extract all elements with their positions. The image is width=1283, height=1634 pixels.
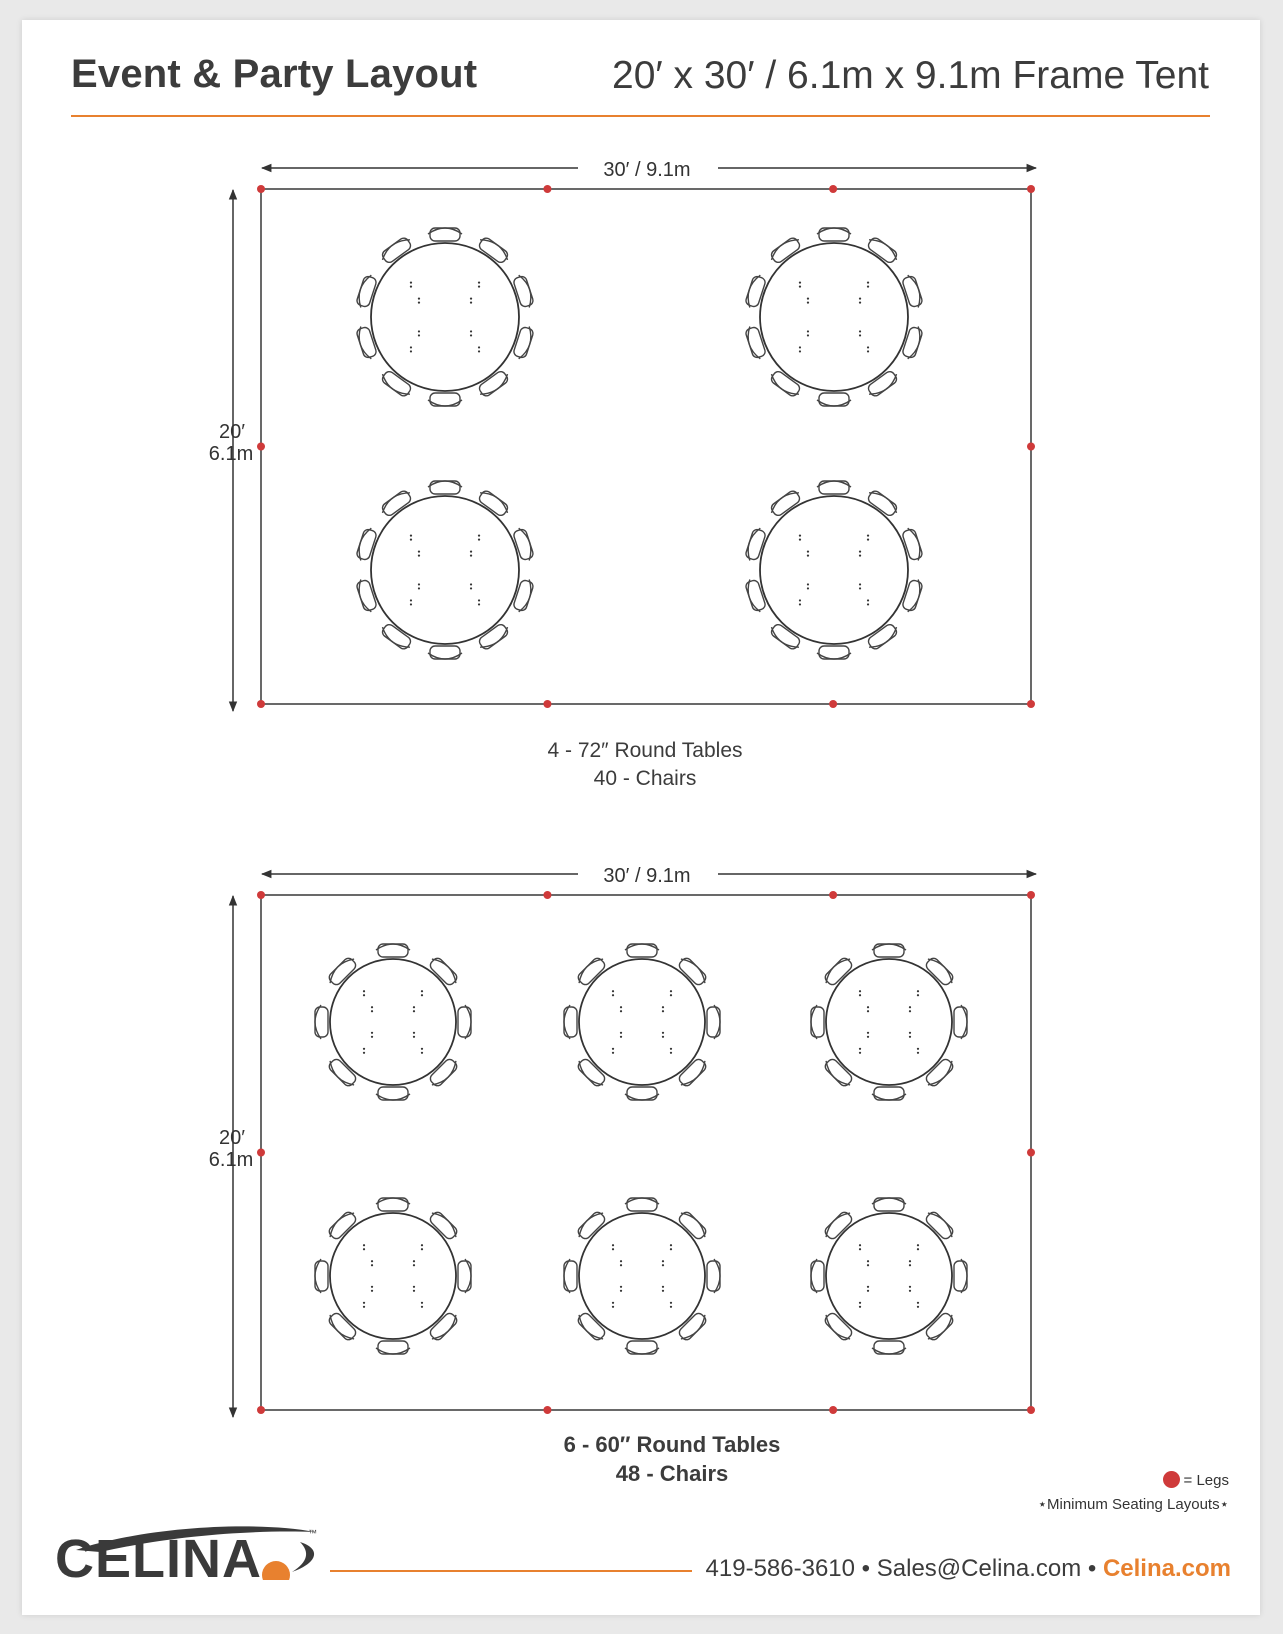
trademark-mark: ™ [308, 1528, 317, 1538]
leg-mark [662, 1260, 664, 1262]
chair-count-text: 48 - Chairs [615, 1461, 729, 1486]
leg-mark [421, 1052, 423, 1054]
leg-mark [478, 281, 480, 283]
chair [954, 1005, 967, 1039]
separator: • [861, 1555, 871, 1582]
chair [817, 481, 851, 494]
leg-mark [859, 1052, 861, 1054]
tent-leg [829, 1406, 837, 1414]
leg-mark [418, 554, 420, 556]
leg-mark [421, 1302, 423, 1304]
leg-mark [807, 330, 809, 332]
width-label: 30′ / 9.1m [603, 865, 691, 887]
leg-mark [917, 1244, 919, 1246]
leg-mark [670, 1248, 672, 1250]
round-table [315, 1198, 471, 1354]
table-top [760, 496, 908, 644]
leg-mark [612, 1248, 614, 1250]
tent-leg [829, 891, 837, 899]
round-table [811, 944, 967, 1100]
leg-mark [413, 1264, 415, 1266]
tent-leg [543, 185, 551, 193]
leg-mark [410, 281, 412, 283]
table-top [579, 959, 705, 1085]
table-top [330, 959, 456, 1085]
chair [625, 1341, 659, 1354]
layout-2 [209, 865, 1036, 1417]
leg-mark [470, 330, 472, 332]
leg-mark [470, 334, 472, 336]
chair [458, 1259, 471, 1293]
leg-mark [363, 994, 365, 996]
leg-mark [807, 297, 809, 299]
leg-mark [807, 334, 809, 336]
tent-leg [257, 891, 265, 899]
leg-mark [363, 1302, 365, 1304]
tent-leg [257, 443, 265, 451]
leg-mark [612, 994, 614, 996]
leg-mark [807, 583, 809, 585]
leg-mark [478, 346, 480, 348]
round-table [744, 228, 924, 406]
leg-mark [612, 1048, 614, 1050]
leg-mark [662, 1286, 664, 1288]
leg-mark [612, 1052, 614, 1054]
leg-mark [662, 1264, 664, 1266]
chair [811, 1005, 824, 1039]
leg-mark [612, 1306, 614, 1308]
chair [428, 481, 462, 494]
chair [872, 944, 906, 957]
chair-count-text: 40 - Chairs [593, 767, 697, 790]
leg-mark [612, 990, 614, 992]
chair [817, 646, 851, 659]
leg-mark [859, 301, 861, 303]
chair [564, 1259, 577, 1293]
leg-mark [478, 534, 480, 536]
leg-mark [859, 994, 861, 996]
table-group [355, 228, 924, 659]
leg-mark [859, 554, 861, 556]
leg-mark [867, 1286, 869, 1288]
tent-leg [1027, 443, 1035, 451]
leg-mark [799, 538, 801, 540]
website-link[interactable]: Celina.com [1102, 1555, 1231, 1582]
tent-leg [1027, 1149, 1035, 1157]
leg-mark [620, 1010, 622, 1012]
round-table [564, 944, 720, 1100]
leg-mark [470, 554, 472, 556]
leg-mark [410, 350, 412, 352]
leg-mark [670, 1048, 672, 1050]
leg-mark [421, 1244, 423, 1246]
chair [872, 1341, 906, 1354]
tent-leg [257, 1149, 265, 1157]
chair [376, 1087, 410, 1100]
leg-mark [867, 281, 869, 283]
height-label-m: 6.1m [208, 1149, 254, 1171]
leg-mark [662, 1290, 664, 1292]
leg-mark [670, 1244, 672, 1246]
tent-leg [543, 700, 551, 708]
chair [564, 1005, 577, 1039]
width-label: 30′ / 9.1m [603, 159, 691, 181]
chair [428, 646, 462, 659]
leg-mark [478, 603, 480, 605]
leg-mark [371, 1286, 373, 1288]
leg-mark [418, 334, 420, 336]
leg-mark [421, 994, 423, 996]
leg-mark [410, 534, 412, 536]
tent-leg [543, 891, 551, 899]
leg-mark [470, 297, 472, 299]
table-top [371, 496, 519, 644]
tent-leg [1027, 185, 1035, 193]
leg-mark [859, 1302, 861, 1304]
chair [315, 1005, 328, 1039]
leg-mark [413, 1036, 415, 1038]
leg-mark [859, 1306, 861, 1308]
leg-mark [413, 1286, 415, 1288]
chair [376, 1198, 410, 1211]
table-top [760, 243, 908, 391]
leg-mark [917, 994, 919, 996]
leg-mark [670, 1052, 672, 1054]
chair [428, 393, 462, 406]
leg-mark [620, 1264, 622, 1266]
chair [428, 228, 462, 241]
leg-mark [363, 1248, 365, 1250]
leg-mark [867, 1032, 869, 1034]
footer-divider [330, 1570, 692, 1572]
leg-mark [662, 1036, 664, 1038]
separator: • [1087, 1555, 1097, 1582]
leg-mark [909, 1264, 911, 1266]
round-table [355, 228, 535, 406]
chair [376, 1341, 410, 1354]
round-table [355, 481, 535, 659]
leg-mark [478, 599, 480, 601]
leg-mark [470, 301, 472, 303]
chair [954, 1259, 967, 1293]
leg-mark [371, 1264, 373, 1266]
leg-mark [421, 1248, 423, 1250]
chair [872, 1087, 906, 1100]
round-table [744, 481, 924, 659]
leg-mark [867, 350, 869, 352]
leg-mark [807, 554, 809, 556]
leg-mark [867, 1260, 869, 1262]
leg-mark [410, 346, 412, 348]
chair [625, 1198, 659, 1211]
leg-mark [807, 587, 809, 589]
tent-leg [1027, 700, 1035, 708]
table-count-text: 6 - 60″ Round Tables [563, 1432, 781, 1457]
legend-legs-label: = Legs [1183, 1472, 1229, 1489]
leg-mark [799, 599, 801, 601]
leg-mark [859, 583, 861, 585]
leg-mark [363, 1048, 365, 1050]
celina-logo: CELINA [55, 1529, 262, 1589]
leg-mark [799, 603, 801, 605]
leg-mark [612, 1244, 614, 1246]
chair [625, 944, 659, 957]
tent-legs [257, 185, 1035, 708]
leg-mark [909, 1032, 911, 1034]
leg-mark [867, 1290, 869, 1292]
leg-mark [612, 1302, 614, 1304]
leg-mark [413, 1290, 415, 1292]
leg-mark [620, 1006, 622, 1008]
table-top [330, 1213, 456, 1339]
leg-mark [807, 301, 809, 303]
leg-mark [620, 1286, 622, 1288]
chair [707, 1005, 720, 1039]
leg-mark [867, 538, 869, 540]
height-label-ft: 20′ [219, 1127, 245, 1149]
leg-mark [670, 1306, 672, 1308]
tent-leg [829, 185, 837, 193]
round-table [315, 944, 471, 1100]
tent-leg [1027, 891, 1035, 899]
leg-mark [413, 1032, 415, 1034]
leg-marker-icon [1163, 1471, 1180, 1488]
chair [707, 1259, 720, 1293]
table-top [579, 1213, 705, 1339]
tent-leg [829, 700, 837, 708]
round-table [811, 1198, 967, 1354]
leg-mark [371, 1290, 373, 1292]
leg-mark [421, 1048, 423, 1050]
leg-mark [867, 346, 869, 348]
tent-leg [257, 1406, 265, 1414]
height-label-m: 6.1m [208, 443, 254, 465]
leg-mark [413, 1006, 415, 1008]
leg-mark [909, 1010, 911, 1012]
leg-mark [909, 1260, 911, 1262]
table-top [826, 959, 952, 1085]
leg-mark [363, 1052, 365, 1054]
leg-mark [799, 534, 801, 536]
leg-mark [859, 1244, 861, 1246]
legend-note: ⋆Minimum Seating Layouts⋆ [1037, 1496, 1229, 1513]
layout-1 [209, 159, 1036, 711]
leg-mark [799, 285, 801, 287]
legend [1038, 1469, 1229, 1517]
table-group [315, 944, 967, 1354]
leg-mark [859, 550, 861, 552]
leg-mark [413, 1010, 415, 1012]
leg-mark [418, 330, 420, 332]
leg-mark [867, 1036, 869, 1038]
table-top [826, 1213, 952, 1339]
leg-mark [410, 603, 412, 605]
leg-mark [470, 550, 472, 552]
leg-mark [867, 1010, 869, 1012]
chair [817, 393, 851, 406]
leg-mark [799, 281, 801, 283]
tent-leg [257, 700, 265, 708]
leg-mark [620, 1036, 622, 1038]
height-label-ft: 20′ [219, 421, 245, 443]
leg-mark [867, 285, 869, 287]
layout-1-caption [445, 737, 845, 793]
leg-mark [917, 1052, 919, 1054]
leg-mark [418, 550, 420, 552]
leg-mark [413, 1260, 415, 1262]
leg-mark [799, 350, 801, 352]
leg-mark [807, 550, 809, 552]
leg-mark [662, 1006, 664, 1008]
phone-number[interactable]: 419-586-3610 [705, 1555, 855, 1582]
chair [872, 1198, 906, 1211]
chair [376, 944, 410, 957]
leg-mark [859, 330, 861, 332]
leg-mark [363, 1244, 365, 1246]
leg-mark [418, 301, 420, 303]
leg-mark [909, 1006, 911, 1008]
leg-mark [867, 1264, 869, 1266]
contact-info [706, 1555, 1231, 1583]
leg-mark [917, 1306, 919, 1308]
leg-mark [371, 1260, 373, 1262]
leg-mark [662, 1032, 664, 1034]
leg-mark [909, 1286, 911, 1288]
leg-mark [478, 285, 480, 287]
chair [817, 228, 851, 241]
leg-mark [917, 1302, 919, 1304]
chair [625, 1087, 659, 1100]
leg-mark [620, 1290, 622, 1292]
leg-mark [917, 1048, 919, 1050]
leg-mark [470, 583, 472, 585]
layout-2-caption [472, 1430, 872, 1488]
leg-mark [478, 538, 480, 540]
tent-leg [1027, 1406, 1035, 1414]
round-table [564, 1198, 720, 1354]
tent-outline [261, 189, 1031, 704]
leg-mark [421, 1306, 423, 1308]
leg-mark [909, 1290, 911, 1292]
leg-mark [470, 587, 472, 589]
leg-mark [371, 1006, 373, 1008]
chair [315, 1259, 328, 1293]
leg-mark [859, 990, 861, 992]
leg-mark [917, 1248, 919, 1250]
leg-mark [859, 1048, 861, 1050]
leg-mark [670, 1302, 672, 1304]
leg-mark [620, 1260, 622, 1262]
leg-mark [418, 587, 420, 589]
leg-mark [662, 1010, 664, 1012]
leg-mark [478, 350, 480, 352]
leg-mark [799, 346, 801, 348]
leg-mark [867, 1006, 869, 1008]
leg-mark [371, 1010, 373, 1012]
page-title: Event & Party Layout [71, 52, 478, 96]
email-link[interactable]: Sales@Celina.com [876, 1555, 1082, 1582]
table-top [371, 243, 519, 391]
leg-mark [867, 603, 869, 605]
tent-leg [257, 185, 265, 193]
leg-mark [859, 1248, 861, 1250]
leg-mark [363, 990, 365, 992]
table-count-text: 4 - 72″ Round Tables [547, 739, 743, 762]
leg-mark [410, 538, 412, 540]
leg-mark [620, 1032, 622, 1034]
leg-mark [859, 587, 861, 589]
leg-mark [410, 285, 412, 287]
leg-mark [859, 297, 861, 299]
leg-mark [371, 1036, 373, 1038]
chair [811, 1259, 824, 1293]
tent-size-subtitle: 20′ x 30′ / 6.1m x 9.1m Frame Tent [612, 54, 1209, 97]
leg-mark [670, 994, 672, 996]
leg-mark [670, 990, 672, 992]
leg-mark [917, 990, 919, 992]
leg-mark [867, 599, 869, 601]
leg-mark [859, 334, 861, 336]
leg-mark [909, 1036, 911, 1038]
chair [458, 1005, 471, 1039]
leg-mark [363, 1306, 365, 1308]
leg-mark [418, 583, 420, 585]
leg-mark [371, 1032, 373, 1034]
leg-mark [867, 534, 869, 536]
leg-mark [421, 990, 423, 992]
leg-mark [410, 599, 412, 601]
leg-mark [418, 297, 420, 299]
tent-leg [543, 1406, 551, 1414]
